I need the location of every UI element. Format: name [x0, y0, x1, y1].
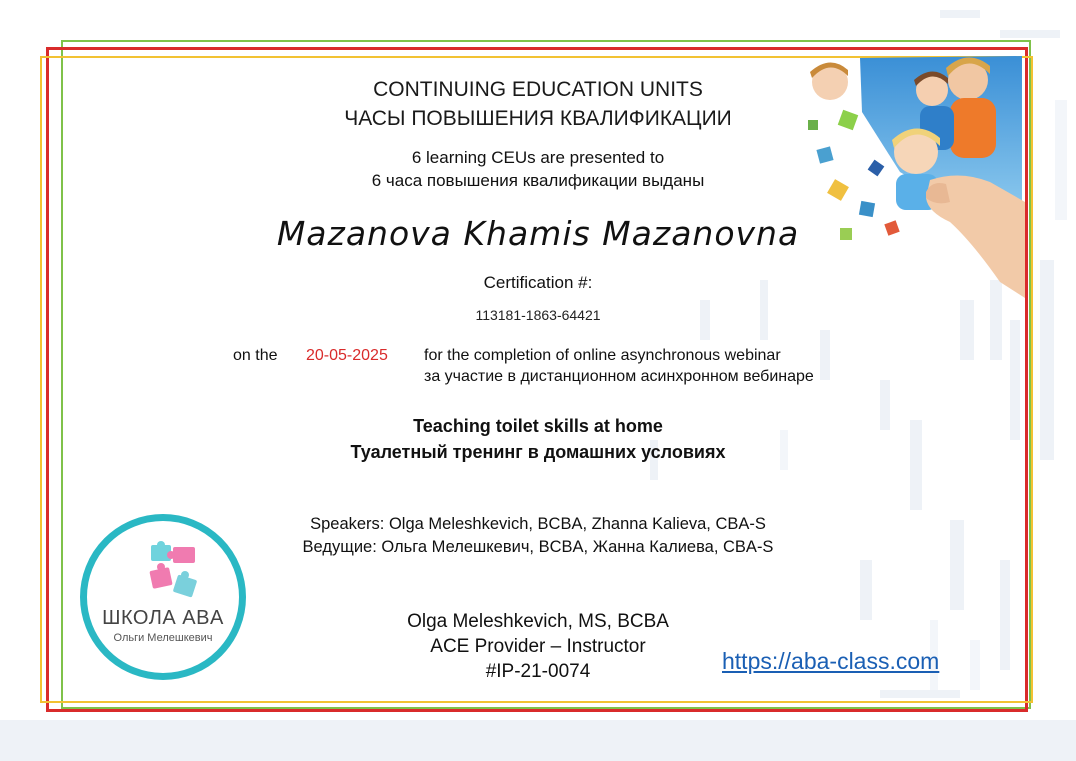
title-ru: ЧАСЫ ПОВЫШЕНИЯ КВАЛИФИКАЦИИ: [344, 107, 732, 130]
title-en: CONTINUING EDUCATION UNITS: [373, 78, 703, 101]
logo-subtitle: Ольги Мелешкевич: [113, 632, 213, 644]
provider-role: ACE Provider – Instructor: [430, 636, 646, 657]
webinar-title-en: Teaching toilet skills at home: [413, 416, 663, 436]
certification-label: Certification #:: [483, 273, 593, 292]
certification-number: 113181-1863-64421: [475, 307, 601, 323]
speakers-ru: Ведущие: Ольга Мелешкевич, BCBA, Жанна Калиева, CBA-S: [302, 538, 774, 556]
recipient-name: Mazanova Khamis Mazanovna: [276, 214, 800, 253]
completion-date: 20-05-2025: [306, 347, 388, 364]
on-the-label: on the: [233, 347, 278, 364]
speakers-en: Speakers: Olga Meleshkevich, BCBA, Zhanna Kalieva, CBA-S: [310, 515, 766, 533]
provider-id: #IP-21-0074: [485, 661, 591, 682]
completion-text-ru: за участие в дистанционном асинхронном вебинаре: [424, 368, 814, 385]
school-logo: [80, 514, 246, 680]
webinar-title-ru: Туалетный тренинг в домашних условиях: [350, 442, 726, 462]
completion-text-en: for the completion of online asynchronous webinar: [424, 347, 781, 364]
website-link[interactable]: https://aba-class.com: [722, 648, 940, 674]
puzzle-pieces-icon: [145, 541, 205, 607]
intro-ru: 6 часа повышения квалификации выданы: [371, 171, 705, 190]
provider-name: Olga Meleshkevich, MS, BCBA: [407, 611, 669, 632]
logo-name: ШКОЛА ABA: [102, 607, 224, 629]
intro-en: 6 learning CEUs are presented to: [411, 148, 665, 167]
